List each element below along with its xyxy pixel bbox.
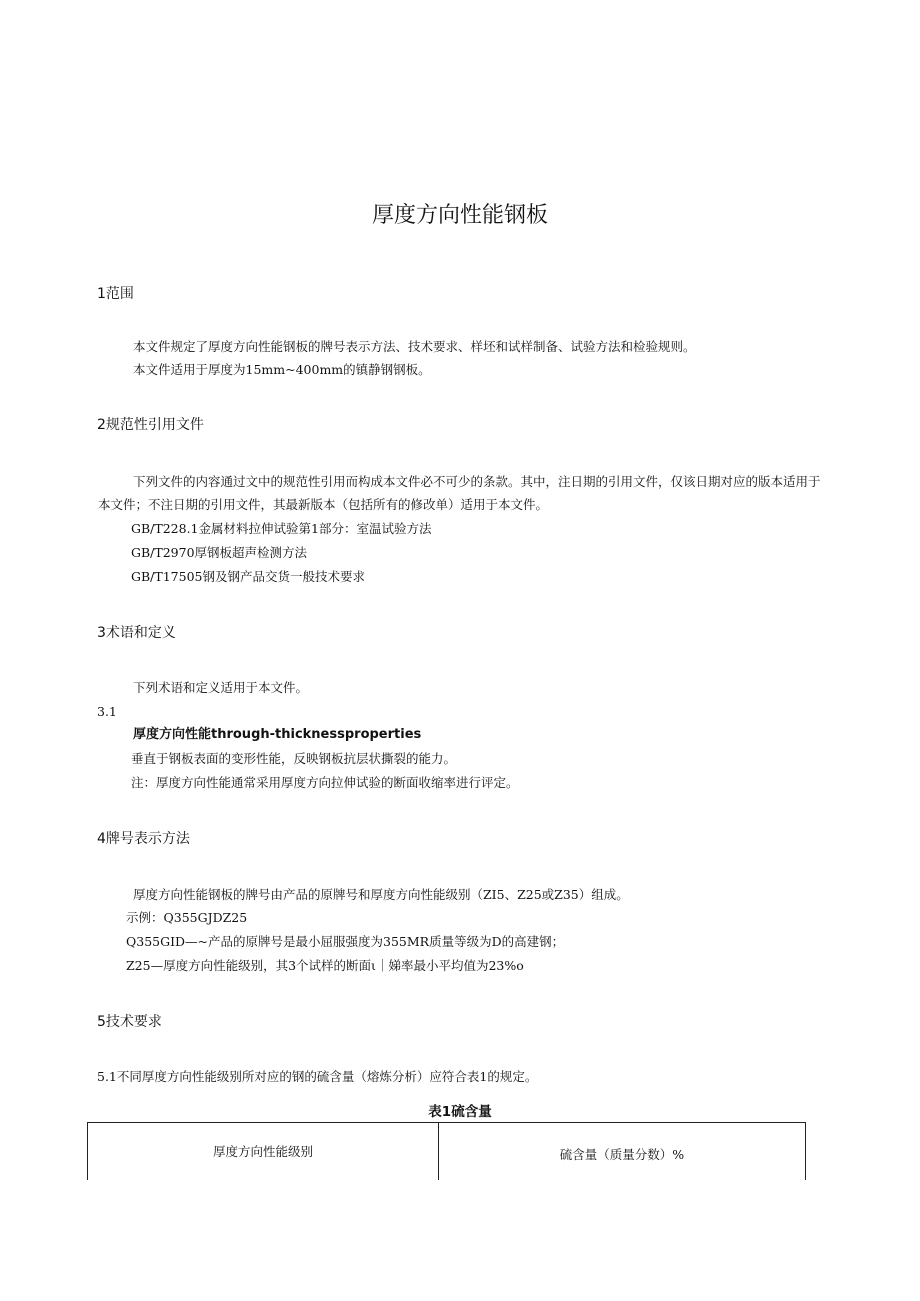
section-heading-technical-requirements: 5技术要求 xyxy=(97,1014,162,1030)
section-heading-scope: 1范围 xyxy=(97,286,134,302)
reference-item: GB/T17505钢及钢产品交货一般技术要求 xyxy=(131,569,365,584)
term-note: 注：厚度方向性能通常采用厚度方向拉伸试验的断面收缩率进行评定。 xyxy=(131,775,519,790)
paragraph: 下列文件的内容通过文中的规范性引用而构成本文件必不可少的条款。其中，注日期的引用文件，仅该日期对应的版本适用于本文件；不注日期的引用文件，其最新版本（包括所有的修改单）适用于本文件。 xyxy=(98,474,821,512)
paragraph: 下列术语和定义适用于本文件。 xyxy=(133,680,309,695)
section-heading-terms: 3术语和定义 xyxy=(97,625,176,641)
table-header-cell: 硫含量（质量分数）% xyxy=(559,1147,685,1162)
example-line: Z25—厚度方向性能级别，其3个试样的断面ι｜娣率最小平均值为23%o xyxy=(126,958,524,973)
paragraph: 本文件适用于厚度为15mm~400mm的镇静钢钢板。 xyxy=(133,362,431,377)
reference-item: GB/T228.1金属材料拉伸试验第1部分：室温试验方法 xyxy=(131,521,432,536)
paragraph: 本文件规定了厚度方向性能钢板的牌号表示方法、技术要求、样坯和试样制备、试验方法和检验规则。 xyxy=(133,339,696,354)
section-heading-designation: 4牌号表示方法 xyxy=(97,831,190,847)
paragraph: 厚度方向性能钢板的牌号由产品的原牌号和厚度方向性能级别（ZI5、Z25或Z35）组成。 xyxy=(133,887,629,902)
sulfur-content-table xyxy=(87,1122,806,1180)
section-heading-normative-references: 2规范性引用文件 xyxy=(97,417,204,433)
term-definition: 垂直于钢板表面的变形性能，反映钢板抗层状撕裂的能力。 xyxy=(131,751,457,766)
example-line: 示例：Q355GJDZ25 xyxy=(126,910,248,925)
term-title: 厚度方向性能through-thicknessproperties xyxy=(133,727,422,742)
table-caption: 表1硫含量 xyxy=(428,1104,492,1120)
clause-number: 3.1 xyxy=(97,704,117,719)
document-title: 厚度方向性能钢板 xyxy=(371,203,548,228)
example-line: Q355GID—~产品的原牌号是最小屈服强度为355MR质量等级为D的高建钢； xyxy=(126,934,565,949)
table-header-cell: 厚度方向性能级别 xyxy=(212,1144,313,1159)
paragraph: 5.1不同厚度方向性能级别所对应的钢的硫含量（熔炼分析）应符合表1的规定。 xyxy=(97,1069,538,1084)
reference-item: GB/T2970厚钢板超声检测方法 xyxy=(131,545,308,560)
